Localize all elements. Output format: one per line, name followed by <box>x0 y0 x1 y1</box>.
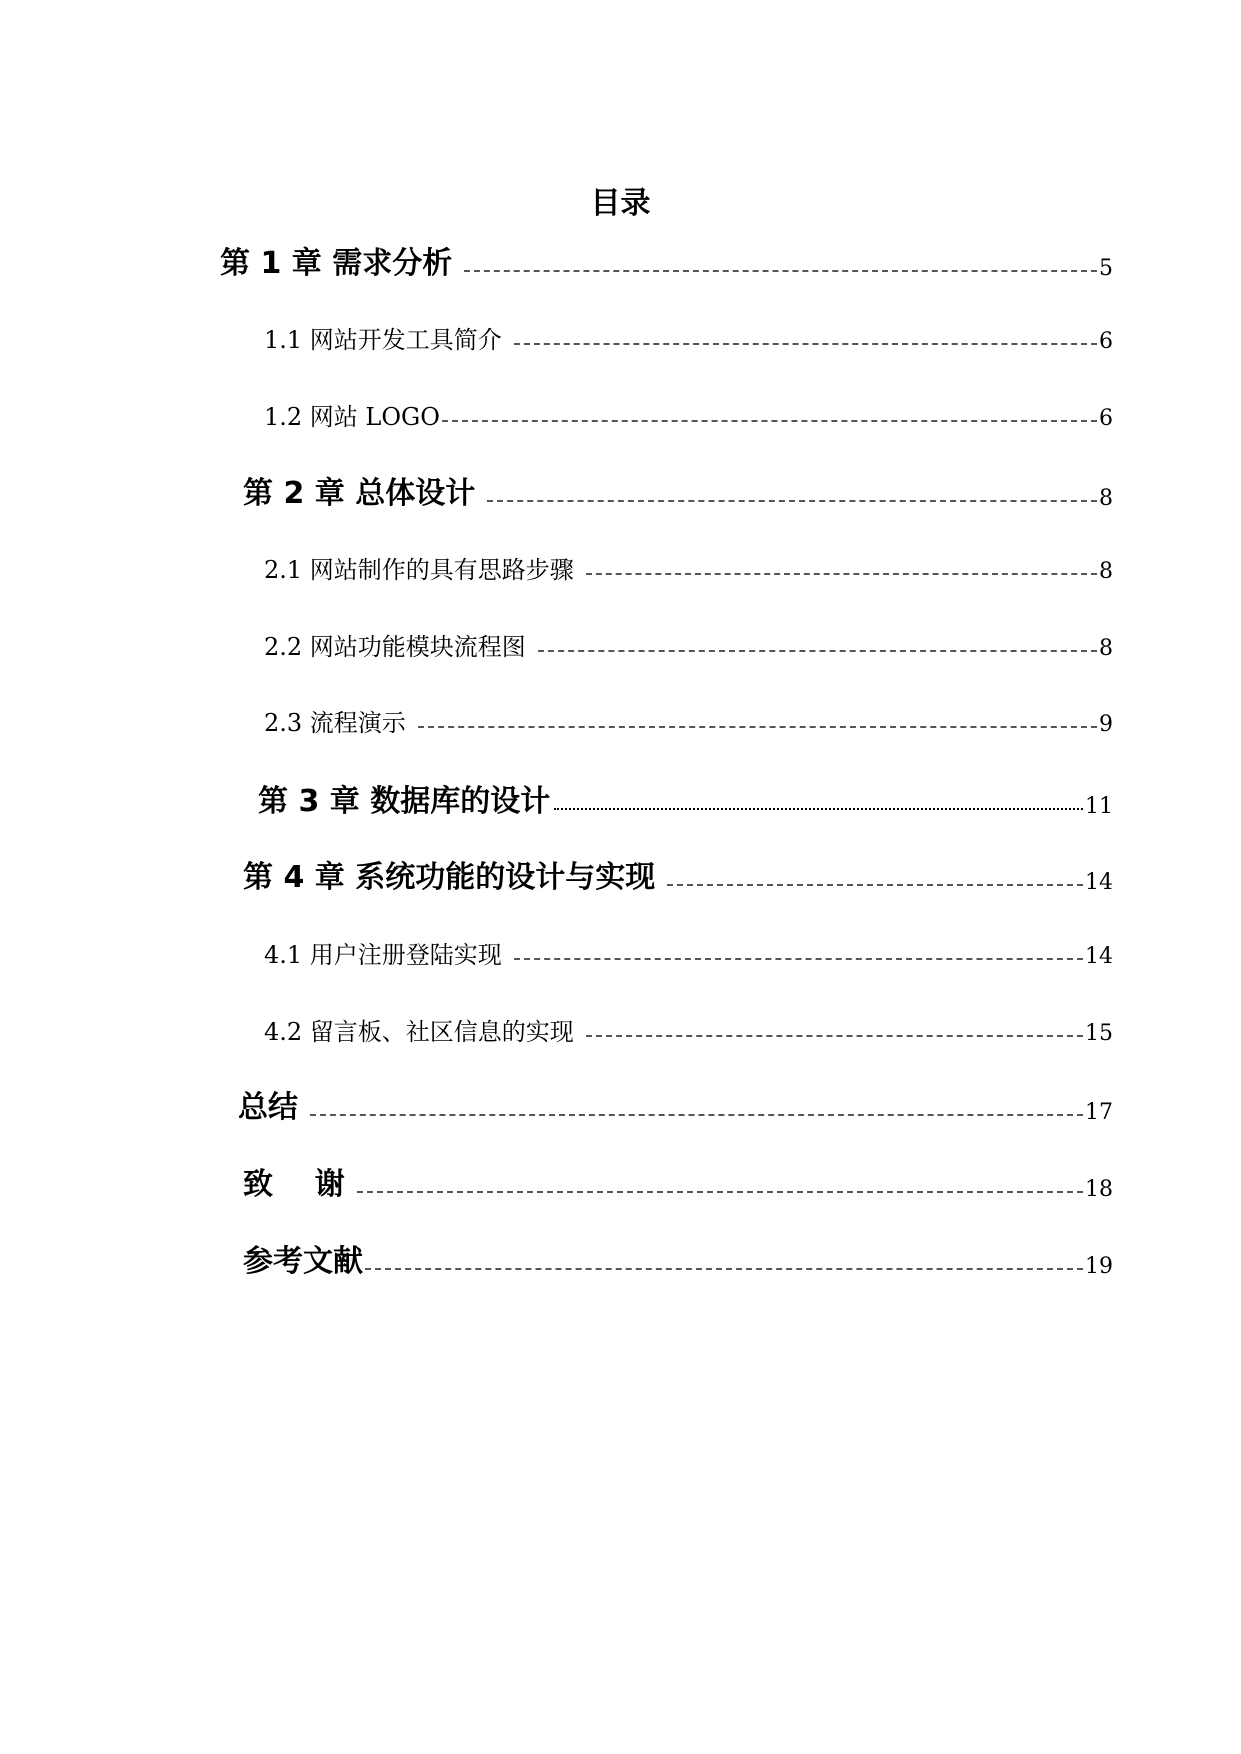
toc-leader <box>514 958 1083 960</box>
toc-entry-section-4-1[interactable] <box>264 928 1113 972</box>
toc-entry-section-2-3[interactable] <box>264 696 1113 740</box>
toc-leader <box>365 1268 1083 1270</box>
toc-entry-label: 4.2 留言板、社区信息的实现 <box>264 1018 574 1046</box>
toc-leader <box>310 1114 1083 1116</box>
toc-leader <box>554 808 1083 810</box>
toc-entry-section-2-1[interactable] <box>264 543 1113 587</box>
toc-entry-label: 1.1 网站开发工具简介 <box>264 326 502 354</box>
toc-entry-section-4-2[interactable] <box>264 1005 1113 1049</box>
toc-page-number: 14 <box>1085 870 1113 895</box>
toc-entry-label: 第 4 章 系统功能的设计与实现 <box>243 860 656 895</box>
toc-leader <box>514 343 1097 345</box>
toc-leader <box>538 650 1097 652</box>
toc-leader <box>586 573 1097 575</box>
toc-entry-chapter-2[interactable] <box>243 470 1113 514</box>
toc-page-number: 6 <box>1099 406 1113 431</box>
toc-page-number: 19 <box>1085 1254 1113 1279</box>
toc-page-number: 6 <box>1099 329 1113 354</box>
toc-entry-chapter-3[interactable] <box>258 778 1113 822</box>
toc-entry-chapter-4[interactable] <box>243 854 1113 898</box>
toc-entry-label: 总结 <box>238 1090 298 1125</box>
toc-leader <box>487 500 1097 502</box>
toc-leader <box>442 420 1097 422</box>
toc-entry-acknowledgements[interactable] <box>243 1161 1113 1205</box>
toc-page-number: 14 <box>1085 944 1113 969</box>
toc-entry-section-1-2[interactable] <box>264 390 1113 434</box>
toc-entry-label: 2.1 网站制作的具有思路步骤 <box>264 556 574 584</box>
toc-entry-label: 致 谢 <box>243 1167 345 1202</box>
toc-entry-references[interactable] <box>243 1238 1113 1282</box>
toc-leader <box>357 1191 1083 1193</box>
toc-page-number: 5 <box>1099 256 1113 281</box>
toc-leader <box>586 1035 1083 1037</box>
toc-page-number: 18 <box>1085 1177 1113 1202</box>
toc-page-number: 17 <box>1085 1100 1113 1125</box>
toc-leader <box>464 270 1097 272</box>
toc-leader <box>418 726 1097 728</box>
toc-entry-chapter-1[interactable] <box>220 240 1113 284</box>
toc-page-number: 8 <box>1099 486 1113 511</box>
toc-entry-label: 第 3 章 数据库的设计 <box>258 784 551 819</box>
toc-entry-summary[interactable] <box>238 1084 1113 1128</box>
toc-page-number: 15 <box>1085 1021 1113 1046</box>
toc-page-number: 8 <box>1099 559 1113 584</box>
toc-entry-section-1-1[interactable] <box>264 313 1113 357</box>
toc-entry-label: 2.2 网站功能模块流程图 <box>264 633 526 661</box>
toc-page-number: 11 <box>1085 794 1113 819</box>
toc-page-number: 9 <box>1099 712 1113 737</box>
toc-leader <box>667 884 1083 886</box>
toc-entry-label: 参考文献 <box>243 1244 363 1279</box>
toc-entry-label: 第 2 章 总体设计 <box>243 476 476 511</box>
toc-entry-label: 第 1 章 需求分析 <box>220 246 453 281</box>
toc-page-number: 8 <box>1099 636 1113 661</box>
toc-entry-label: 1.2 网站 LOGO <box>264 403 440 431</box>
toc-entry-label: 4.1 用户注册登陆实现 <box>264 941 502 969</box>
toc-entry-label: 2.3 流程演示 <box>264 709 406 737</box>
page-title: 目录 <box>590 186 651 221</box>
toc-entry-section-2-2[interactable] <box>264 620 1113 664</box>
